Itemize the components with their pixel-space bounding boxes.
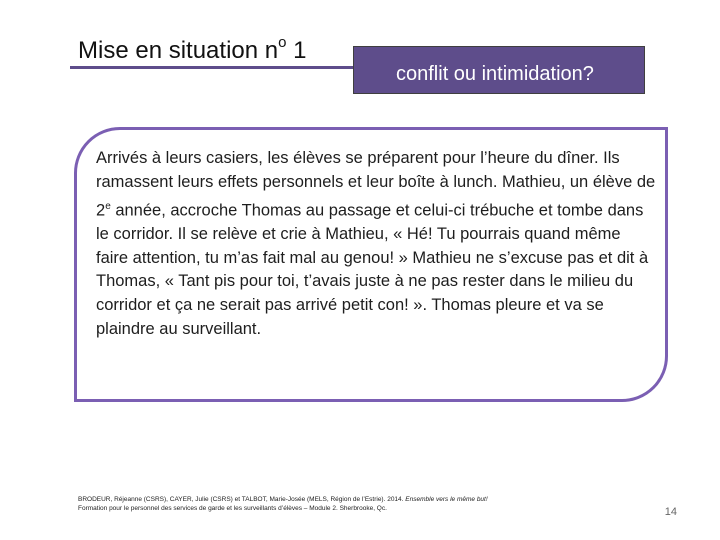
topic-banner bbox=[353, 46, 645, 94]
page-number: 14 bbox=[664, 506, 677, 518]
citation-title: Ensemble vers le même but! bbox=[405, 496, 488, 503]
citation-line2: Formation pour le personnel des services de garde et les surveillants d’élèves – Module 2. Sherbrooke, Qc. bbox=[78, 505, 387, 512]
footer-citation: BRODEUR, Réjeanne (CSRS), CAYER, Julie (CSRS) et TALBOT, Marie-Josée (MELS, Région de l’Estrie). 2014. Ensemble vers le même but! Formation pour le personnel des services de garde et les surveillants d’élèves – Module 2. Sherbrooke, Qc. bbox=[78, 496, 488, 512]
topic-banner-label: conflit ou intimidation? bbox=[396, 62, 594, 85]
title-number: 1 bbox=[286, 37, 307, 64]
slide-title: Mise en situation $n^o$ 1 bbox=[78, 34, 307, 64]
ordinal-superscript: e bbox=[105, 200, 111, 212]
scenario-text: Arrivés à leurs casiers, les élèves se préparent pour l’heure du dîner. Ils ramassent leurs effets personnels et leur boîte à lunch. Mathieu, un élève de 2e année, accroche Thomas au passage et celui-ci trébuche et tombe dans le corridor. Il se relève et crie à Mathieu, « Hé! Tu pourrais quand même faire attention, tu m’as fait mal au genou! » Mathieu ne s’excuse pas et dit à Thomas, « Tant pis pour toi, t’avais juste à ne pas rester dans le milieu du corridor et ça ne serait pas arrivé petit con! ». Thomas pleure et va se plaindre au surveillant. bbox=[96, 149, 656, 339]
title-superscript: o bbox=[278, 34, 287, 51]
title-underline bbox=[70, 66, 362, 69]
